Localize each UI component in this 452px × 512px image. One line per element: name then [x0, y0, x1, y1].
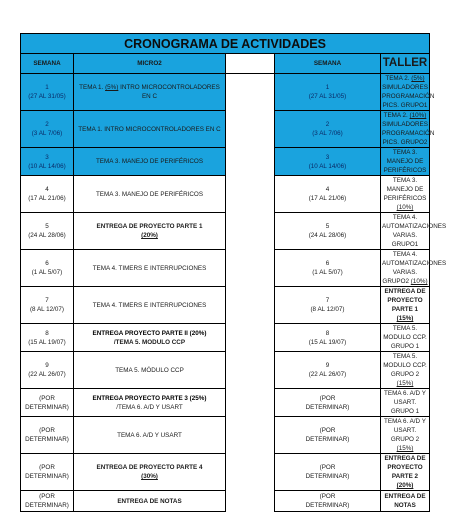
spacer-cell: [226, 250, 275, 287]
left-week-number: 3: [45, 153, 49, 161]
taller-activity: [381, 111, 435, 148]
schedule-row: [21, 454, 430, 491]
left-week-number: 7: [45, 297, 49, 304]
right-week-dates: (10 AL 14/06): [308, 162, 347, 170]
left-week-dates: DETERMINAR): [25, 403, 69, 411]
page-title: CRONOGRAMA DE ACTIVIDADES: [21, 34, 430, 54]
left-week-dates: (3 AL 7/06): [31, 130, 63, 137]
left-week-dates: (22 AL 26/07): [28, 371, 66, 378]
right-week-dates: (1 AL 5/07): [312, 269, 343, 276]
left-week-cell: [21, 148, 74, 176]
right-week-number: 7: [325, 297, 330, 304]
right-week-cell: [275, 389, 381, 417]
taller-activity-text: TEMA 4. AUTOMATIZACIONES VARIAS. GRUPO1: [382, 214, 447, 248]
left-week-number: 4: [45, 186, 49, 193]
micro-activity-text: TEMA 4. TIMERS E INTERRUPCIONES: [92, 301, 207, 309]
schedule-row: [21, 213, 430, 250]
taller-activity: [381, 417, 430, 454]
left-week-dates: (15 AL 19/07): [28, 338, 66, 346]
micro-activity-text: TEMA 6. A/D Y USART: [117, 431, 182, 439]
micro-activity: [74, 454, 226, 491]
left-week-number: 9: [45, 362, 49, 369]
left-week-cell: [21, 287, 74, 324]
taller-activity-text: TEMA 5. MODULO CCP. GRUPO 2: [383, 353, 427, 378]
schedule-row: [21, 111, 430, 148]
right-week-cell: [275, 287, 381, 324]
taller-activity: [381, 287, 430, 324]
micro-activity-text: (20%): [141, 232, 158, 239]
left-week-number: (POR: [39, 427, 55, 434]
right-week-number: (POR: [319, 427, 336, 434]
right-week-dates: (24 AL 28/06): [308, 232, 347, 239]
left-week-number: 6: [45, 260, 49, 267]
micro-activity: [74, 287, 226, 324]
spacer-cell: [226, 389, 275, 417]
left-week-dates: (24 AL 28/06): [28, 232, 66, 239]
taller-activity: [381, 213, 447, 250]
micro-activity-text: ENTREGA PROYECTO PARTE II (20%): [92, 329, 207, 337]
spacer-cell: [226, 287, 275, 324]
semana-right-header: SEMANA: [275, 54, 381, 74]
taller-activity-text: SIMULADORES PROGRAMACIÓN PICS. GRUPO2: [382, 121, 435, 146]
taller-activity-text: TEMA 2.: [383, 112, 410, 119]
right-week-cell: [275, 176, 381, 213]
taller-activity-text: TEMA 6. A/D Y USART. GRUPO 1: [384, 390, 426, 415]
right-week-number: 6: [325, 260, 330, 267]
spacer-cell: [226, 148, 275, 176]
right-week-dates: DETERMINAR): [305, 403, 350, 411]
micro-activity-text: (30%): [141, 473, 158, 480]
schedule-row: [21, 148, 430, 176]
micro-activity-text: ENTREGA DE PROYECTO PARTE 1: [96, 223, 203, 230]
taller-activity: [381, 352, 430, 389]
left-week-cell: [21, 74, 74, 111]
spacer-cell: [226, 352, 275, 389]
taller-activity: [381, 389, 430, 417]
semana-left-header: SEMANA: [21, 54, 74, 74]
left-week-cell: [21, 213, 74, 250]
left-week-cell: [21, 417, 74, 454]
left-week-cell: [21, 389, 74, 417]
taller-activity-text: (20%): [396, 482, 414, 489]
right-week-cell: [275, 111, 381, 148]
right-week-number: 3: [325, 153, 330, 161]
taller-activity: [381, 491, 430, 512]
taller-activity: [381, 176, 430, 213]
right-week-dates: DETERMINAR): [305, 502, 350, 509]
left-week-dates: (1 AL 5/07): [31, 269, 63, 276]
right-week-number: (POR: [319, 394, 336, 402]
micro-activity: [74, 417, 226, 454]
left-week-cell: [21, 324, 74, 352]
taller-activity: [381, 148, 430, 176]
taller-activity-text: (15%): [396, 315, 414, 322]
schedule-row: [21, 176, 430, 213]
right-week-cell: [275, 454, 381, 491]
taller-activity-text: (10%): [410, 278, 428, 285]
micro-activity: [74, 491, 226, 512]
micro-activity-text: INTRO MICROCONTROLADORES EN C: [118, 84, 220, 100]
right-week-cell: [275, 352, 381, 389]
right-week-dates: (15 AL 19/07): [308, 338, 347, 346]
micro-activity: [74, 148, 226, 176]
taller-activity-text: TEMA 5. MODULO CCP. GRUPO 1: [383, 325, 427, 350]
schedule-row: [21, 250, 430, 287]
left-week-number: 1: [45, 84, 49, 91]
left-week-dates: (10 AL 14/06): [28, 162, 66, 170]
taller-activity-text: ENTREGA DE PROYECTO PARTE 2: [384, 455, 426, 480]
right-week-dates: (27 AL 31/05): [308, 93, 347, 100]
spacer-cell: [226, 213, 275, 250]
left-week-dates: DETERMINAR): [25, 436, 69, 443]
right-week-cell: [275, 213, 381, 250]
left-week-number: 2: [45, 121, 49, 128]
micro-activity-text: /TEMA 5. MODULO CCP: [113, 338, 186, 346]
micro-activity-text: /TEMA 6. A/D Y USART: [116, 403, 183, 411]
taller-activity-text: (10%): [396, 204, 414, 211]
micro-activity: [74, 213, 226, 250]
left-week-cell: [21, 111, 74, 148]
right-week-number: 9: [325, 362, 330, 369]
left-week-number: 5: [45, 223, 49, 230]
left-week-number: 8: [45, 329, 49, 337]
micro-activity: [74, 176, 226, 213]
taller-activity: [381, 250, 447, 287]
micro-activity-text: TEMA 1.: [79, 84, 106, 91]
taller-activity: [381, 454, 430, 491]
left-week-cell: [21, 176, 74, 213]
right-week-number: 8: [325, 329, 330, 337]
left-week-cell: [21, 352, 74, 389]
micro-activity-text: TEMA 3. MANEJO DE PERIFÉRICOS: [95, 158, 204, 165]
left-week-dates: (27 AL 31/05): [28, 93, 66, 100]
schedule-row: [21, 287, 430, 324]
right-week-number: (POR: [319, 493, 336, 500]
left-week-cell: [21, 250, 74, 287]
right-week-cell: [275, 74, 381, 111]
right-week-dates: DETERMINAR): [305, 436, 350, 443]
micro-activity-text: ENTREGA DE PROYECTO PARTE 4: [96, 464, 203, 471]
spacer-cell: [226, 111, 275, 148]
left-week-cell: [21, 491, 74, 512]
schedule-row: [21, 352, 430, 389]
taller-activity-text: (15%): [396, 445, 414, 452]
spacer-cell: [226, 491, 275, 512]
micro-activity-text: (5%): [105, 84, 119, 91]
right-week-cell: [275, 417, 381, 454]
right-week-number: 1: [325, 84, 330, 91]
right-week-cell: [275, 148, 381, 176]
micro-activity-text: ENTREGA DE NOTAS: [117, 497, 182, 505]
right-week-number: 4: [325, 186, 330, 193]
spacer-cell: [226, 176, 275, 213]
micro-activity-text: TEMA 3. MANEJO DE PERIFÉRICOS: [95, 190, 204, 198]
left-week-number: (POR: [39, 493, 55, 500]
micro-header: MICRO2: [74, 54, 226, 74]
spacer-cell: [226, 417, 275, 454]
micro-activity-text: TEMA 4. TIMERS E INTERRUPCIONES: [92, 264, 207, 272]
left-week-dates: (17 AL 21/06): [28, 195, 66, 202]
schedule-row: [21, 417, 430, 454]
taller-activity: [381, 74, 435, 111]
micro-activity: [74, 250, 226, 287]
schedule-row: [21, 324, 430, 352]
right-week-dates: (22 AL 26/07): [308, 371, 347, 378]
spacer-cell: [226, 74, 275, 111]
header-spacer: [226, 54, 275, 74]
right-week-dates: (17 AL 21/06): [308, 195, 347, 202]
left-week-dates: (8 AL 12/07): [29, 306, 65, 313]
right-week-cell: [275, 491, 381, 512]
micro-activity-text: ENTREGA PROYECTO PARTE 3 (25%): [92, 394, 207, 402]
schedule-row: [21, 389, 430, 417]
taller-activity-text: ENTREGA DE NOTAS: [384, 493, 426, 509]
micro-activity: [74, 74, 226, 111]
left-week-number: (POR: [39, 394, 55, 402]
taller-activity-text: TEMA 4. AUTOMATIZACIONES VARIAS. GRUPO2: [382, 251, 447, 285]
taller-activity-text: (10%): [409, 112, 427, 119]
left-week-dates: DETERMINAR): [25, 473, 69, 480]
left-week-number: (POR: [39, 464, 55, 471]
taller-activity-text: (5%): [411, 75, 425, 82]
micro-activity: [74, 352, 226, 389]
schedule-row: [21, 491, 430, 512]
taller-activity: [381, 324, 430, 352]
taller-activity-text: TEMA 6. A/D Y USART. GRUPO 2: [384, 418, 426, 443]
right-week-number: (POR: [319, 464, 336, 471]
right-week-number: 5: [325, 223, 330, 230]
taller-activity-text: TEMA 2.: [385, 75, 412, 82]
taller-activity-text: (15%): [396, 380, 414, 387]
taller-activity-text: TEMA 3. MANEJO DE PERIFÉRICOS: [383, 177, 427, 202]
taller-activity-text: TEMA 3. MANEJO DE PERIFÉRICOS: [383, 149, 427, 174]
micro-activity-text: TEMA 1. INTRO MICROCONTROLADORES EN C: [78, 125, 221, 133]
right-week-cell: [275, 324, 381, 352]
left-week-cell: [21, 454, 74, 491]
right-week-dates: (3 AL 7/06): [312, 130, 343, 137]
right-week-number: 2: [325, 121, 330, 128]
micro-activity-text: TEMA 5. MÓDULO CCP: [115, 366, 184, 374]
micro-activity: [74, 324, 226, 352]
right-week-dates: DETERMINAR): [305, 473, 350, 480]
taller-activity-text: SIMULADORES PROGRAMACIÓN PICS. GRUPO1: [382, 84, 435, 109]
spacer-cell: [226, 324, 275, 352]
micro-activity: [74, 389, 226, 417]
taller-header: TALLER: [381, 54, 430, 74]
schedule-table: [20, 33, 447, 512]
right-week-cell: [275, 250, 381, 287]
spacer-cell: [226, 454, 275, 491]
taller-activity-text: ENTREGA DE PROYECTO PARTE 1: [384, 288, 426, 313]
schedule-row: [21, 74, 430, 111]
right-week-dates: (8 AL 12/07): [310, 306, 345, 313]
left-week-dates: DETERMINAR): [25, 502, 69, 509]
micro-activity: [74, 111, 226, 148]
